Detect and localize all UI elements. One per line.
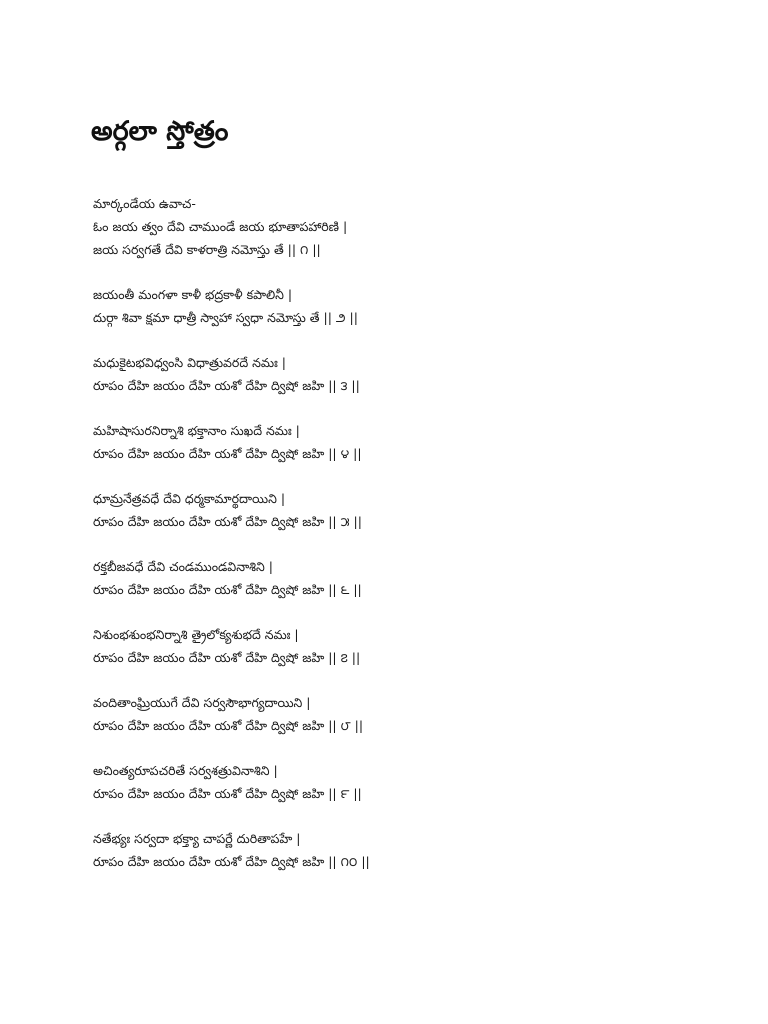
page-title: అర్గలా స్తోత్రం [91, 116, 229, 147]
verse-block-4 [93, 419, 713, 465]
verse-8-line-1: వందితాంఘ్రియుగే దేవి సర్వసౌభాగ్యదాయిని | [93, 695, 311, 710]
verse-10-line-1: నతేభ్యః సర్వదా భక్త్యా చాపర్ణే దురితాపహే | [93, 831, 301, 846]
verse-block-2 [93, 283, 713, 329]
verse-9-line-2: రూపం దేహి జయం దేహి యశో దేహి ద్విషో జహి || ౯ || [93, 786, 362, 801]
verse-9-line-1: అచింత్యరూపచరితే సర్వశత్రువినాశిని | [93, 763, 278, 778]
verse-2-line-2: దుర్గా శివా క్షమా ధాత్రీ స్వాహా స్వధా నమోస్తు తే || ౨ || [93, 310, 358, 325]
verse-block-1 [93, 215, 713, 261]
verse-block-10 [93, 827, 713, 873]
verse-block-6 [93, 555, 713, 601]
verse-block-9 [93, 759, 713, 805]
verse-block-3 [93, 351, 713, 397]
verse-block-8 [93, 691, 713, 737]
document-page [93, 112, 713, 873]
verse-1-line-1: ఓం జయ త్వం దేవి చాముండే జయ భూతాపహారిణి | [93, 219, 348, 234]
verse-1-line-2: జయ సర్వగతే దేవి కాళరాత్రి నమోస్తు తే || ౧ || [93, 242, 321, 257]
verse-6-line-2: రూపం దేహి జయం దేహి యశో దేహి ద్విషో జహి || ౬ || [93, 582, 362, 597]
verse-8-line-2: రూపం దేహి జయం దేహి యశో దేహి ద్విషో జహి || ౮ || [93, 718, 364, 733]
verse-5-line-2: రూపం దేహి జయం దేహి యశో దేహి ద్విషో జహి || ౫ || [93, 514, 362, 529]
verse-block-7 [93, 623, 713, 669]
intro-line: మార్కండేయ ఉవాచ- [93, 196, 196, 211]
verse-4-line-2: రూపం దేహి జయం దేహి యశో దేహి ద్విషో జహి || ౪ || [93, 446, 362, 461]
verse-10-line-2: రూపం దేహి జయం దేహి యశో దేహి ద్విషో జహి || ౧౦ || [93, 854, 370, 869]
verse-7-line-2: రూపం దేహి జయం దేహి యశో దేహి ద్విషో జహి || ౭ || [93, 650, 361, 665]
verse-2-line-1: జయంతీ మంగళా కాళీ భద్రకాళీ కపాలినీ | [93, 287, 293, 302]
verse-5-line-1: ధూమ్రనేత్రవధే దేవి ధర్మకామార్థదాయిని | [93, 491, 286, 506]
verse-7-line-1: నిశుంభశుంభనిర్నాశి త్రైలోక్యశుభదే నమః | [93, 627, 299, 642]
verse-6-line-1: రక్తబీజవధే దేవి చండముండవినాశిని | [93, 559, 274, 574]
verse-4-line-1: మహిషాసురనిర్నాశి భక్తానాం సుఖదే నమః | [93, 423, 300, 438]
verse-3-line-1: మధుకైటభవిధ్వంసి విధాత్రువరదే నమః | [93, 355, 287, 370]
verse-3-line-2: రూపం దేహి జయం దేహి యశో దేహి ద్విషో జహి || ౩ || [93, 378, 360, 393]
verse-block-5 [93, 487, 713, 533]
